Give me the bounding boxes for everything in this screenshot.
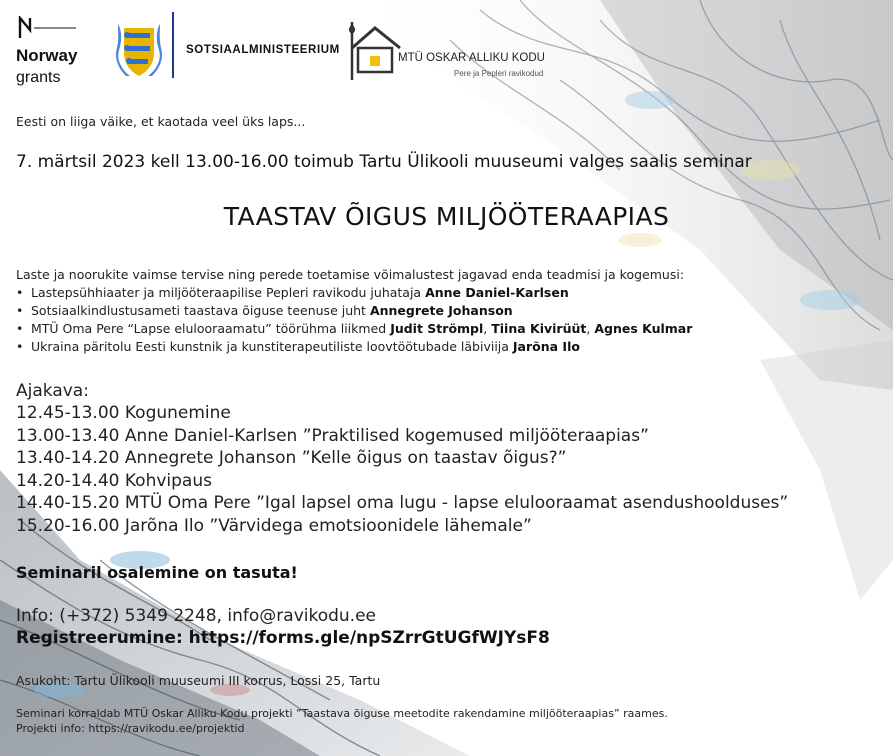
agenda-item: 14.40-15.20 MTÜ Oma Pere ”Igal lapsel oma lugu - lapse elulooraamat asendushoolduses” [16,493,789,514]
agenda-heading: Ajakava: [16,381,89,401]
ministry-logo-text: SOTSIAALMINISTEERIUM [186,44,340,56]
agenda-item: 13.40-14.20 Annegrete Johanson ”Kelle õigus on taastav õigus?” [16,448,567,469]
org-logo-subtitle: Pere ja Pepleri ravikodud [454,69,544,78]
bullet: • [16,303,24,318]
agenda-item: 15.20-16.00 Jarõna Ilo ”Värvidega emotsioonidele lähemale” [16,515,532,536]
speaker-name: Jarõna Ilo [512,339,580,354]
speaker-name: Anne Daniel-Karlsen [425,285,569,300]
house-logo-icon [348,18,402,80]
name-separator: , [483,321,492,336]
agenda-item: 12.45-13.00 Kogunemine [16,403,231,423]
speaker-role: Lastepsühhiaater ja miljööteraapilise Pepleri ravikodu juhataja [31,285,426,300]
location: Asukoht: Tartu Ülikooli muuseumi III korrus, Lossi 25, Tartu [16,673,381,688]
speaker-role: MTÜ Oma Pere “Lapse elulooraamatu” töörühma liikmed [31,321,391,336]
norway-grants-mark-icon [18,16,78,40]
org-logo-name: MTÜ OSKAR ALLIKU KODU [398,52,545,64]
bullet: • [16,285,24,300]
name-separator: , [586,321,595,336]
bullet: • [16,339,24,354]
estonian-coat-of-arms-icon [116,22,162,78]
footer-organizer-note: Seminari korraldab MTÜ Oskar Alliku Kodu projekti ”Taastava õiguse meetodite rakendamine miljööteraapias” raames. [16,707,668,720]
page-title: TAASTAV ÕIGUS MILJÖÖTERAAPIAS [223,202,670,231]
speakers-intro: Laste ja noorukite vaimse tervise ning perede toetamise võimalustest jagavad enda teadmisi ja kogemusi: [16,267,685,282]
agenda-item: 14.20-14.40 Kohvipaus [16,470,212,491]
contact-info: Info: (+372) 5349 2248, info@ravikodu.ee [16,606,377,626]
agenda-list [16,402,788,538]
list-item [16,320,692,338]
speaker-name: Annegrete Johanson [369,303,513,318]
speaker-role: Sotsiaalkindlustusameti taastava õiguse teenuse juht [31,303,370,318]
norway-grants-logo-sub: grants [16,69,61,86]
agenda-item: 13.00-13.40 Anne Daniel-Karlsen ”Praktilised kogemused miljööteraapias” [16,425,649,446]
speaker-name: Agnes Kulmar [594,321,693,336]
bullet: • [16,321,24,336]
list-item [16,284,692,302]
free-note: Seminaril osalemine on tasuta! [16,563,298,582]
speakers-list [16,284,692,356]
speaker-role: Ukraina päritolu Eesti kunstnik ja kunstiterapeutiliste loovtöötubade läbiviija [31,339,513,354]
list-item [16,302,692,320]
tagline: Eesti on liiga väike, et kaotada veel üks laps... [16,114,306,129]
footer-project-link[interactable]: Projekti info: https://ravikodu.ee/projektid [16,722,245,735]
list-item [16,338,692,356]
event-line: 7. märtsil 2023 kell 13.00-16.00 toimub Tartu Ülikooli muuseumi valges saalis seminar [16,152,752,172]
registration-link[interactable]: Registreerumine: https://forms.gle/npSZrrGtUGfWJYsF8 [16,628,550,648]
speaker-name: Judit Strömpl [390,321,484,336]
norway-grants-logo-name: Norway [16,46,78,65]
logo-divider [172,12,174,78]
speaker-name: Tiina Kivirüüt [491,321,587,336]
